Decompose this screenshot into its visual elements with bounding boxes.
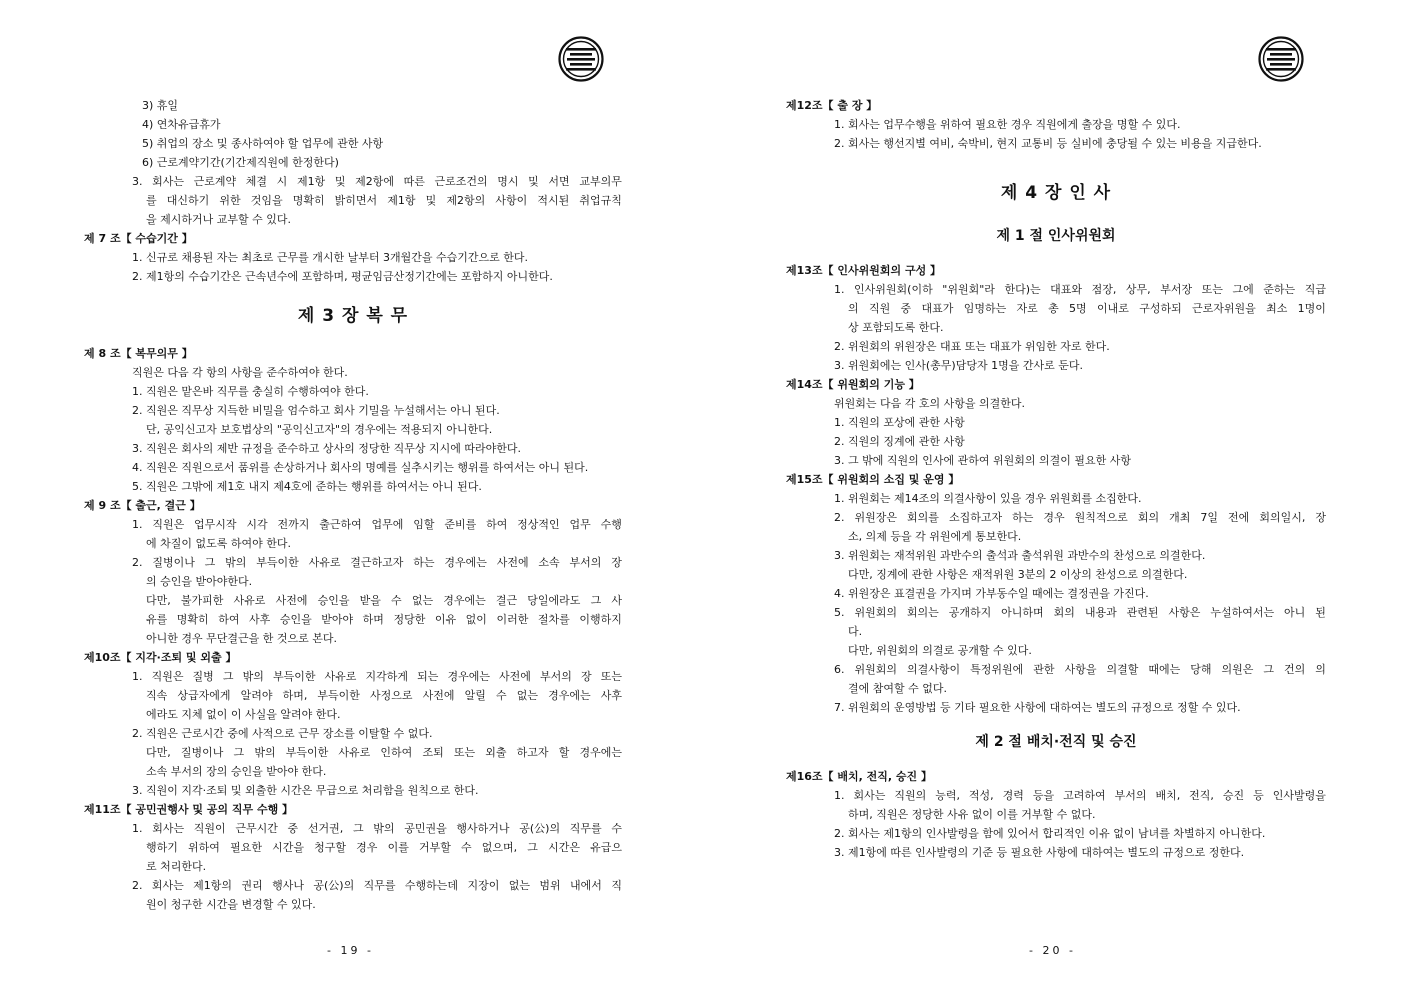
text-line: 1. 직원은 질병 그 밖의 부득이한 사유로 지각하게 되는 경우에는 사전에 부서의 장 또는 [132,670,622,683]
page-number: - 20 - [1029,944,1076,957]
text-line: 상 포함되도록 한다. [848,321,944,334]
text-line: 3. 직원이 지각·조퇴 및 외출한 시간은 무급으로 처리함을 원칙으로 한다. [132,784,479,797]
article-heading: 제 7 조【 수습기간 】 [84,232,193,245]
article-heading: 제10조【 지각·조퇴 및 외출 】 [84,651,237,664]
section-title: 제 2 절 배치·전직 및 승진 [975,734,1137,750]
spacer [786,717,1326,727]
text-line: 다만, 불가피한 사유로 사전에 승인을 받을 수 없는 경우에는 결근 당일에라도 그 사 [146,594,622,607]
article-heading: 제11조【 공민권행사 및 공의 직무 수행 】 [84,803,294,816]
text-line: 1. 직원은 맡은바 직무를 충실히 수행하여야 한다. [132,385,369,398]
spacer [786,211,1326,221]
text-line: 4. 위원장은 표결권을 가지며 가부동수일 때에는 결정권을 가진다. [834,587,1149,600]
text-line: 2. 제1항의 수습기간은 근속년수에 포함하며, 평균임금산정기간에는 포함하지 아니한다. [132,270,553,283]
text-line: 결에 참여할 수 없다. [848,682,947,695]
text-line: 3. 위원회에는 인사(총무)담당자 1명을 간사로 둔다. [834,359,1083,372]
text-line: 2. 질병이나 그 밖의 부득이한 사유로 결근하고자 하는 경우에는 사전에 소속 부서의 장 [132,556,622,569]
text-line: 3. 회사는 근로계약 체결 시 제1항 및 제2항에 따른 근로조건의 명시 및 서면 교부의무 [132,175,622,188]
text-line: 1. 직원의 포상에 관한 사항 [834,416,965,429]
text-line: 다. [848,625,863,638]
text-line: 의 직원 중 대표가 임명하는 자로 총 5명 이내로 구성하되 근로자위원을 최소 1명이 [848,302,1326,315]
text-line: 5) 취업의 장소 및 종사하여야 할 업무에 관한 사항 [142,137,384,150]
text-line: 2. 직원은 근로시간 중에 사적으로 근무 장소를 이탈할 수 없다. [132,727,433,740]
text-line: 위원회는 다음 각 호의 사항을 의결한다. [834,397,1025,410]
text-line: 1. 회사는 직원이 근무시간 중 선거권, 그 밖의 공민권을 행사하거나 공(公)의 직무를 수 [132,822,622,835]
text-line: 2. 위원장은 회의를 소집하고자 하는 경우 원칙적으로 회의 개최 7일 전에 회의일시, 장 [834,511,1326,524]
article-heading: 제16조【 배치, 전직, 승진 】 [786,770,932,783]
text-line: 1. 위원회는 제14조의 의결사항이 있을 경우 위원회를 소집한다. [834,492,1142,505]
company-logo-icon [558,36,604,82]
text-line: 2. 회사는 행선지별 여비, 숙박비, 현지 교통비 등 실비에 충당될 수 있는 비용을 지급한다. [834,137,1262,150]
text-line: 3. 그 밖에 직원의 인사에 관하여 위원회의 의결이 필요한 사항 [834,454,1131,467]
text-line: 2. 위원회의 위원장은 대표 또는 대표가 위임한 자로 한다. [834,340,1110,353]
text-line: 직원은 다음 각 항의 사항을 준수하여야 한다. [132,366,348,379]
text-line: 3. 제1항에 따른 인사발령의 기준 등 필요한 사항에 대하여는 별도의 규정으로 정한다. [834,846,1245,859]
article-heading: 제14조【 위원회의 기능 】 [786,378,920,391]
left-page-body [84,96,622,914]
article-heading: 제15조【 위원회의 소집 및 운영 】 [786,473,960,486]
text-line: 2. 직원은 직무상 지득한 비밀을 엄수하고 회사 기밀을 누설해서는 아니 된다. [132,404,500,417]
text-line: 아니한 경우 무단결근을 한 것으로 본다. [146,632,337,645]
spacer [84,286,622,296]
text-line: 5. 위원회의 회의는 공개하지 아니하며 회의 내용과 관련된 사항은 누설하여서는 아니 된 [834,606,1326,619]
text-line: 하며, 직원은 정당한 사유 없이 이를 거부할 수 없다. [848,808,1096,821]
text-line: 다만, 질병이나 그 밖의 부득이한 사유로 인하여 조퇴 또는 외출 하고자 할 경우에는 [146,746,622,759]
text-line: 3. 위원회는 재적위원 과반수의 출석과 출석위원 과반수의 찬성으로 의결한다. [834,549,1206,562]
chapter-title: 제 3 장 복 무 [297,306,409,326]
text-line: 2. 회사는 제1항의 인사발령을 함에 있어서 합리적인 이유 없이 남녀를 차별하지 아니한다. [834,827,1266,840]
text-line: 6) 근로계약기간(기간제직원에 한정한다) [142,156,339,169]
page-number: - 19 - [327,944,374,957]
text-line: 6. 위원회의 의결사항이 특정위원에 관한 사항을 의결할 때에는 당해 의원은 그 건의 의 [834,663,1326,676]
text-line: 소, 의제 등을 각 위원에게 통보한다. [848,530,1022,543]
article-heading: 제12조【 출 장 】 [786,99,878,112]
article-heading: 제 9 조【 출근, 결근 】 [84,499,201,512]
chapter-title: 제 4 장 인 사 [1000,183,1112,203]
text-line: 2. 직원의 징계에 관한 사항 [834,435,965,448]
text-line: 2. 회사는 제1항의 권리 행사나 공(公)의 직무를 수행하는데 지장이 없는 범위 내에서 직 [132,879,622,892]
spacer [84,334,622,344]
right-page-body [786,96,1326,862]
text-line: 4) 연차유급휴가 [142,118,221,131]
section-title: 제 1 절 인사위원회 [996,228,1116,244]
spacer [786,757,1326,767]
text-line: 로 처리한다. [146,860,207,873]
text-line: 단, 공익신고자 보호법상의 "공익신고자"의 경우에는 적용되지 아니한다. [146,423,493,436]
text-line: 1. 직원은 업무시작 시각 전까지 출근하여 업무에 임할 준비를 하여 정상적인 업무 수행 [132,518,622,531]
text-line: 을 제시하거나 교부할 수 있다. [146,213,291,226]
text-line: 의 승인을 받아야한다. [146,575,253,588]
text-line: 행하기 위하여 필요한 시간을 청구할 경우 이를 거부할 수 없으며, 그 시간은 유급으 [146,841,622,854]
text-line: 3. 직원은 회사의 제반 규정을 준수하고 상사의 정당한 직무상 지시에 따라야한다. [132,442,521,455]
text-line: 다만, 위원회의 의결로 공개할 수 있다. [848,644,1032,657]
text-line: 에라도 지체 없이 이 사실을 알려야 한다. [146,708,341,721]
text-line: 1. 회사는 업무수행을 위하여 필요한 경우 직원에게 출장을 명할 수 있다. [834,118,1181,131]
text-line: 소속 부서의 장의 승인을 받아야 한다. [146,765,327,778]
text-line: 원이 청구한 시간을 변경할 수 있다. [146,898,316,911]
text-line: 를 대신하기 위한 것임을 명확히 밝히면서 제1항 및 제2항의 사항이 적시된 취업규칙 [146,194,622,207]
text-line: 1. 회사는 직원의 능력, 적성, 경력 등을 고려하여 부서의 배치, 전직, 승진 등 인사발령을 [834,789,1326,802]
text-line: 7. 위원회의 운영방법 등 기타 필요한 사항에 대하여는 별도의 규정으로 정할 수 있다. [834,701,1241,714]
article-heading: 제 8 조【 복무의무 】 [84,347,193,360]
page-20 [702,0,1403,992]
spacer [786,153,1326,173]
text-line: 유를 명확히 하여 사후 승인을 받아야 하며 정당한 이유 없이 이러한 절차를 이행하지 [146,613,622,626]
text-line: 에 차질이 없도록 하여야 한다. [146,537,291,550]
text-line: 다만, 징계에 관한 사항은 재적위원 3분의 2 이상의 찬성으로 의결한다. [848,568,1188,581]
text-line: 3) 휴일 [142,99,179,112]
text-line: 1. 인사위원회(이하 "위원회"라 한다)는 대표와 점장, 상무, 부서장 또는 그에 준하는 직급 [834,283,1326,296]
company-logo-icon [1258,36,1304,82]
text-line: 1. 신규로 채용된 자는 최초로 근무를 개시한 날부터 3개월간을 수습기간으로 한다. [132,251,528,264]
article-heading: 제13조【 인사위원회의 구성 】 [786,264,942,277]
text-line: 직속 상급자에게 알려야 하며, 부득이한 사정으로 사전에 알릴 수 없는 경우에는 사후 [146,689,622,702]
text-line: 5. 직원은 그밖에 제1호 내지 제4호에 준하는 행위를 하여서는 아니 된다. [132,480,482,493]
spacer [786,251,1326,261]
text-line: 4. 직원은 직원으로서 품위를 손상하거나 회사의 명예를 실추시키는 행위를 하여서는 아니 된다. [132,461,589,474]
page-19 [0,0,701,992]
